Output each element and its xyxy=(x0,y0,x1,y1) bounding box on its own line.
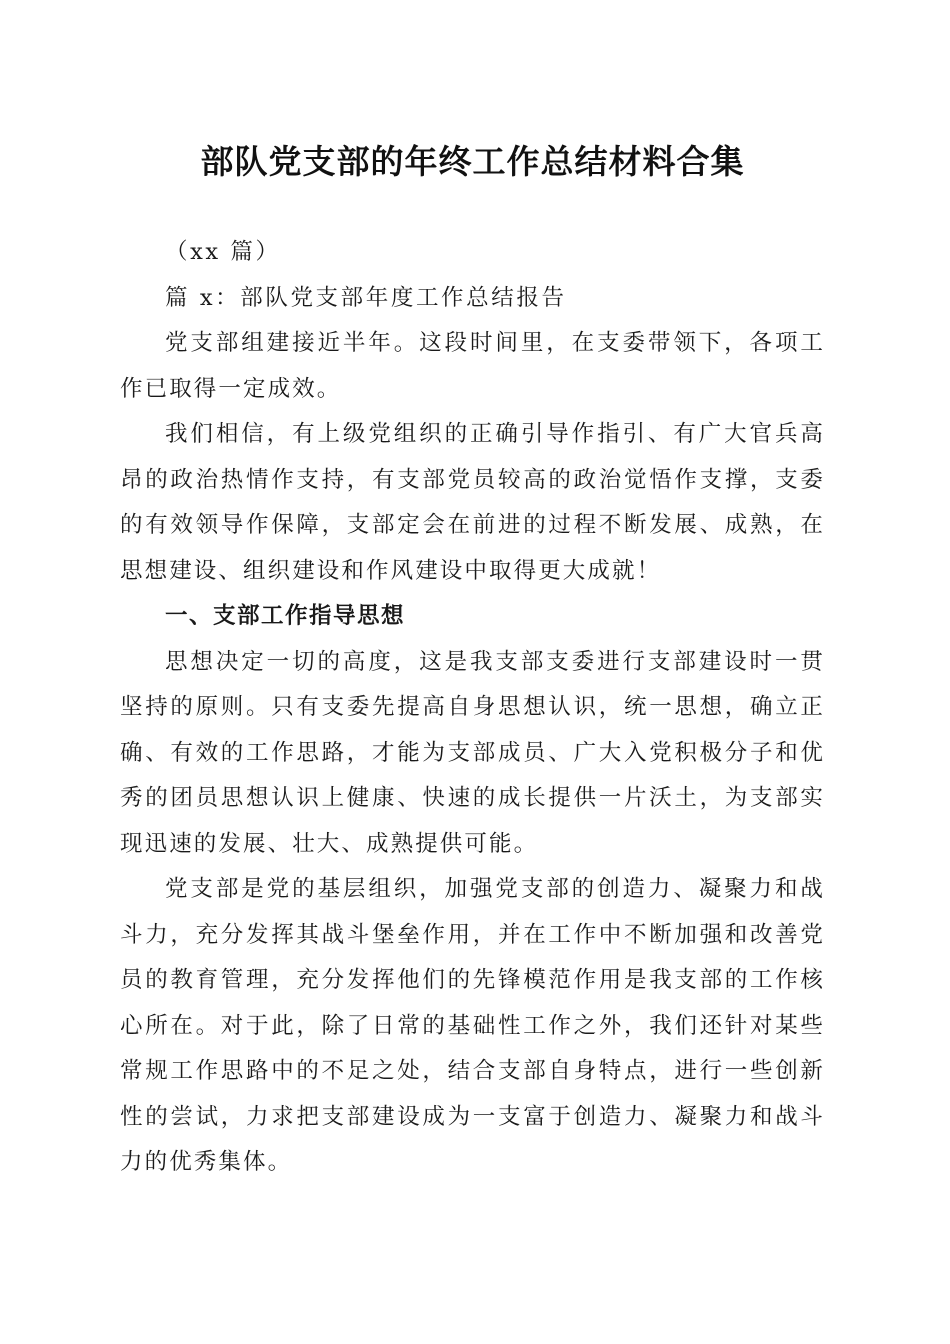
paragraph: 我们相信，有上级党组织的正确引导作指引、有广大官兵高昂的政治热情作支持，有支部党员较高的政治觉悟作支撑，支委的有效领导作保障，支部定会在前进的过程不断发展、成熟，在思想建设、组织建设和作风建设中取得更大成就！ xyxy=(120,421,825,584)
paragraph: 党支部组建接近半年。这段时间里，在支委带领下，各项工作已取得一定成效。 xyxy=(120,330,825,402)
paragraph: 党支部是党的基层组织，加强党支部的创造力、凝聚力和战斗力，充分发挥其战斗堡垒作用，并在工作中不断加强和改善党员的教育管理，充分发挥他们的先锋模范作用是我支部的工作核心所在。对于此，除了日常的基础性工作之外，我们还针对某些常规工作思路中的不足之处，结合支部自身特点，进行一些创新性的尝试，力求把支部建设成为一支富于创造力、凝聚力和战斗力的优秀集体。 xyxy=(120,876,825,1175)
count-line: （xx 篇） xyxy=(165,239,281,265)
document-body xyxy=(120,230,825,1186)
paragraph: 思想决定一切的高度，这是我支部支委进行支部建设时一贯坚持的原则。只有支委先提高自身思想认识，统一思想，确立正确、有效的工作思路，才能为支部成员、广大入党积极分子和优秀的团员思想认识上健康、快速的成长提供一片沃土，为支部实现迅速的发展、壮大、成熟提供可能。 xyxy=(120,648,825,857)
article-title: 篇 x：部队党支部年度工作总结报告 xyxy=(165,284,567,311)
section-heading: 一、支部工作指导思想 xyxy=(165,603,406,629)
document-title: 部队党支部的年终工作总结材料合集 xyxy=(200,142,745,181)
